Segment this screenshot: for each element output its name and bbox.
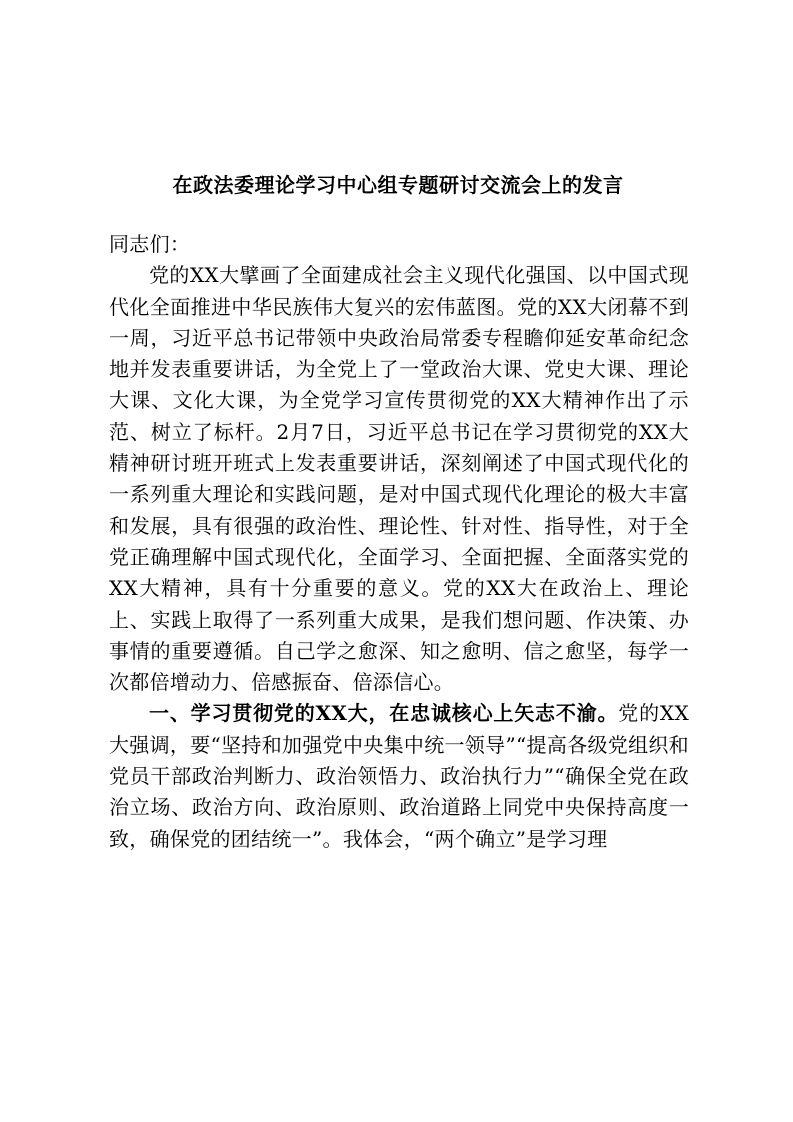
section-one-heading: 一、学习贯彻党的XX大，在忠诚核心上矢志不渝。	[149, 701, 619, 726]
section-one-text: 党的XX大强调，要“坚持和加强党中央集中统一领导”“提高各级党组织和党员干部政治判断力、政治领悟力、政治执行力”“确保全党在政治立场、政治方向、政治原则、政治道路上同党中央保持高度一致，确保党的团结统一”。我体会，“两个确立”是学习理	[109, 701, 689, 851]
document-body	[109, 229, 689, 855]
paragraph-intro: 党的XX大擘画了全面建成社会主义现代化强国、以中国式现代化全面推进中华民族伟大复兴的宏伟蓝图。党的XX大闭幕不到一周，习近平总书记带领中央政治局常委专程瞻仰延安革命纪念地并发表重要讲话，为全党上了一堂政治大课、党史大课、理论大课、文化大课，为全党学习宣传贯彻党的XX大精神作出了示范、树立了标杆。2月7日，习近平总书记在学习贯彻党的XX大精神研讨班开班式上发表重要讲话，深刻阐述了中国式现代化的一系列重大理论和实践问题，是对中国式现代化理论的极大丰富和发展，具有很强的政治性、理论性、针对性、指导性，对于全党正确理解中国式现代化，全面学习、全面把握、全面落实党的XX大精神，具有十分重要的意义。党的XX大在政治上、理论上、实践上取得了一系列重大成果，是我们想问题、作决策、办事情的重要遵循。自己学之愈深、知之愈明、信之愈坚，每学一次都倍增动力、倍感振奋、倍添信心。	[109, 263, 689, 695]
salutation: 同志们：	[109, 232, 191, 256]
paragraph-section-one	[109, 698, 689, 854]
document-title: 在政法委理论学习中心组专题研讨交流会上的发言	[172, 173, 624, 197]
